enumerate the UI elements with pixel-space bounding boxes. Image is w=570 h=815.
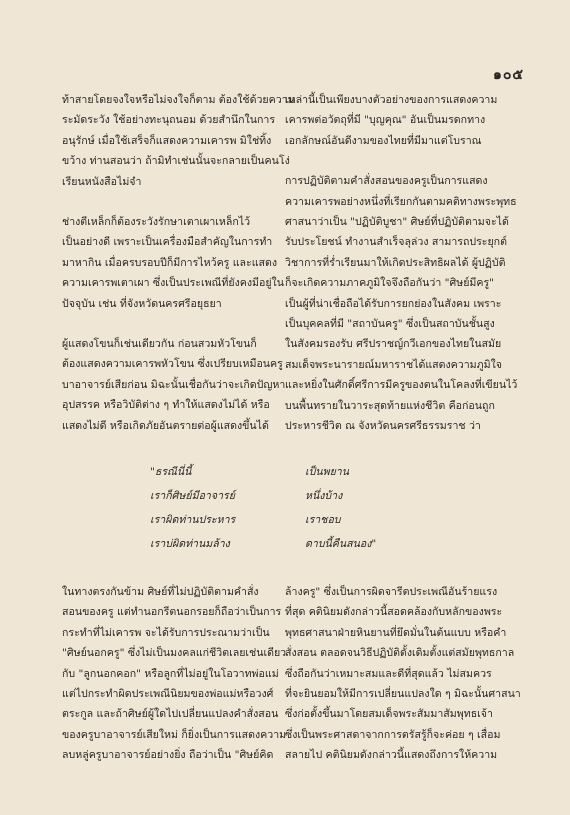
text-line: เหล่านี้เป็นเพียงบางตัวอย่างของการแสดงความ (285, 94, 498, 106)
left-column-top (62, 90, 295, 436)
text-line: ที่สุด คตินิยมดังกล่าวนี้สอดคล้องกับหลักของพระ (285, 606, 503, 619)
text-line: สมเด็จพระนารายณ์มหาราชได้แสดงความภูมิใจ (285, 358, 502, 371)
text-line: รับประโยชน์ ทำงานสำเร็จลุล่วง สามารถประยุกต์ (285, 236, 507, 249)
text-line: เป็นอย่างดี เพราะเป็นเครื่องมือสำคัญในการทำ (62, 236, 273, 249)
text-line: แสดงไม่ดี หรือเกิดภัยอันตรายต่อผู้แสดงขึ้นได้ (62, 419, 269, 432)
text-line: ประหารชีวิต ณ จังหวัดนครศรีธรรมราช ว่า (285, 420, 481, 433)
text-line: กับ "ลูกนอกคอก" หรือลูกที่ไม่อยู่ในโอวาทพ่อแม่ (62, 667, 279, 680)
text-line: อุปสรรค หรือวิบัติต่าง ๆ ทำให้แสดงไม่ได้ หรือ (62, 399, 270, 412)
text-line: ระมัดระวัง ใช้อย่างทะนุถนอม ด้วยสำนึกในการ (62, 114, 276, 127)
text-line: ลบหลู่ครูบาอาจารย์อย่างยิ่ง ถือว่าเป็น "ศิษย์คิด (62, 749, 274, 762)
poem-left-verses (150, 460, 290, 556)
text-line: ความเคารพเตาเผา ซึ่งเป็นประเพณีที่ยังคงมีอยู่ใน (62, 277, 284, 290)
text-line: ล้างครู" ซึ่งเป็นการผิดจารีตประเพณีอันร้ายแรง (285, 586, 498, 598)
paragraph-gap (62, 192, 290, 212)
paragraph-gap (62, 314, 290, 334)
text-line: บาอาจารย์เสียก่อน มิฉะนั้นเชื่อกันว่าจะเกิดปัญหา (62, 378, 286, 391)
text-line: ความเคารพอย่างหนึ่งที่เรียกกันตามคติทางพระพุทธ (285, 195, 517, 208)
text-line: สลายไป คตินิยมดังกล่าวนี้แสดงถึงการให้ความ (285, 749, 498, 762)
text-line: ช่างตีเหล็กก็ต้องระวังรักษาเตาเผาเหล็กไว้ (62, 216, 251, 229)
text-line: พุทธศาสนาฝ่ายหินยานที่ยึดมั่นในต้นแบบ หรือคำ (285, 626, 507, 639)
text-line: ปัจจุบัน เช่น ที่จังหวัดนครศรีอยุธยา (62, 297, 222, 310)
text-line: ซึ่งถือกันว่าเหมาะสมและดีที่สุดแล้ว ไม่สมควร (285, 667, 492, 680)
text-line: เราผิดท่านประหาร (150, 514, 236, 526)
text-line: มาหากิน เมื่อครบรอบปีก็มีการไหว้ครู และแสดง (62, 256, 278, 269)
text-line: ต้องแสดงความเคารพหัวโขน ซึ่งเปรียบเหมือนครู (62, 358, 283, 371)
text-line: การปฏิบัติตามคำสั่งสอนของครูเป็นการแสดง (285, 175, 488, 188)
text-line: ของครูบาอาจารย์เสียใหม่ ก็ยิ่งเป็นการแสดงความ (62, 728, 287, 741)
text-line: สั่งสอน ตลอดจนวิธีปฏิบัติดั้งเดิมตั้งแต่สมัยพุทธกาล (285, 647, 515, 660)
text-line: ก็จะเกิดความภาคภูมิใจจึงถือกันว่า "ศิษย์มีครู" (285, 277, 495, 290)
text-line: เป็นบุคคลที่มี "สถาบันครู" ซึ่งเป็นสถาบันชั้นสูง (285, 318, 495, 331)
text-line: เป็นพยาน (305, 466, 349, 478)
text-line: สอนของครู แต่ทำนอกรีตนอกรอยก็ถือว่าเป็นการ (62, 606, 282, 619)
text-line: "ธรณีนี่นี้ (150, 466, 192, 478)
text-line: และหยิ่งในศักดิ์ศรีการมีครูของตนในโคลงที่เขียนไว้ (285, 379, 518, 392)
left-column-bottom (62, 582, 290, 766)
text-line: ในสังคมรองรับ ศรีปราชญ์กวีเอกของไทยในสมัย (285, 338, 502, 351)
page-number: ๑๐๕ (492, 67, 524, 83)
text-line: เราบ่ผิดท่านมล้าง (150, 538, 230, 550)
text-line: ขว้าง ท่านสอนว่า ถ้ามิทำเช่นนั้นจะกลายเป็นคนโง่ (62, 155, 290, 168)
text-line: เอกลักษณ์อันดีงามของไทยที่มีมาแต่โบราณ (285, 134, 482, 147)
text-line: เราชอบ (305, 514, 341, 526)
text-line: เราก็ศิษย์มีอาจารย์ (150, 490, 235, 502)
text-line: เรียนหนังสือไม่จำ (62, 175, 142, 188)
poem-right-verses (305, 460, 465, 556)
text-line: บนพื้นทรายในวาระสุดท้ายแห่งชีวิต คือก่อนถูก (285, 399, 495, 412)
text-line: "ศิษย์นอกครู" ซึ่งไม่เป็นมงคลแก่ชีวิตเลยเช่นเดียว (62, 647, 287, 660)
text-line: ซึ่งเป็นพระศาสดาจากการตรัสรู้ก็จะค่อย ๆ เสื่อม (285, 728, 501, 741)
text-line: ท้าสายโดยจงใจหรือไม่จงใจก็ตาม ต้องใช้ด้วยความ (62, 94, 295, 106)
text-line: ในทางตรงกันข้าม ศิษย์ที่ไม่ปฏิบัติตามคำสั่ง (62, 586, 259, 598)
text-line: กระทำที่ไม่เคารพ จะได้รับการประณามว่าเป็น (62, 626, 270, 639)
text-line: เป็นผู้ที่น่าเชื่อถือได้รับการยกย่องในสังคม เพราะ (285, 297, 502, 310)
text-line: หนึ่งบ้าง (305, 490, 343, 502)
text-line: ดาบนี้คืนสนอง" (305, 538, 377, 550)
text-line: ศาสนาว่าเป็น "ปฏิบัติบูชา" ศิษย์ที่ปฏิบัติตามจะได้ (285, 216, 509, 229)
text-line: ซึ่งก่อตั้งขึ้นมาโดยสมเด็จพระสัมมาสัมพุทธเจ้า (285, 708, 493, 721)
right-column-top (285, 90, 517, 437)
text-line: ตระกูล และถ้าศิษย์ผู้ใดไปเปลี่ยนแปลงคำสั่งสอน (62, 708, 279, 721)
text-line: แต่ไปกระทำผิดประเพณีนิยมของพ่อแม่หรือวงศ์ (62, 688, 274, 701)
text-line: เคารพต่อวัตถุที่มี "บุญคุณ" อันเป็นมรดกทาง (285, 114, 486, 127)
text-line: ผู้แสดงโขนก็เช่นเดียวกัน ก่อนสวมหัวโขนก็ (62, 338, 257, 351)
text-line: วิชาการที่ร่ำเรียนมาให้เกิดประสิทธิผลได้ ผู้ปฏิบัติ (285, 256, 506, 269)
paragraph-gap (285, 151, 517, 171)
text-line: ที่จะยินยอมให้มีการเปลี่ยนแปลงใด ๆ มิฉะนั้นศาสนา (285, 688, 521, 701)
right-column-bottom (285, 582, 521, 766)
text-line: อนุรักษ์ เมื่อใช้เสร็จก็แสดงความเคารพ มิใช่ทิ้ง (62, 134, 272, 147)
